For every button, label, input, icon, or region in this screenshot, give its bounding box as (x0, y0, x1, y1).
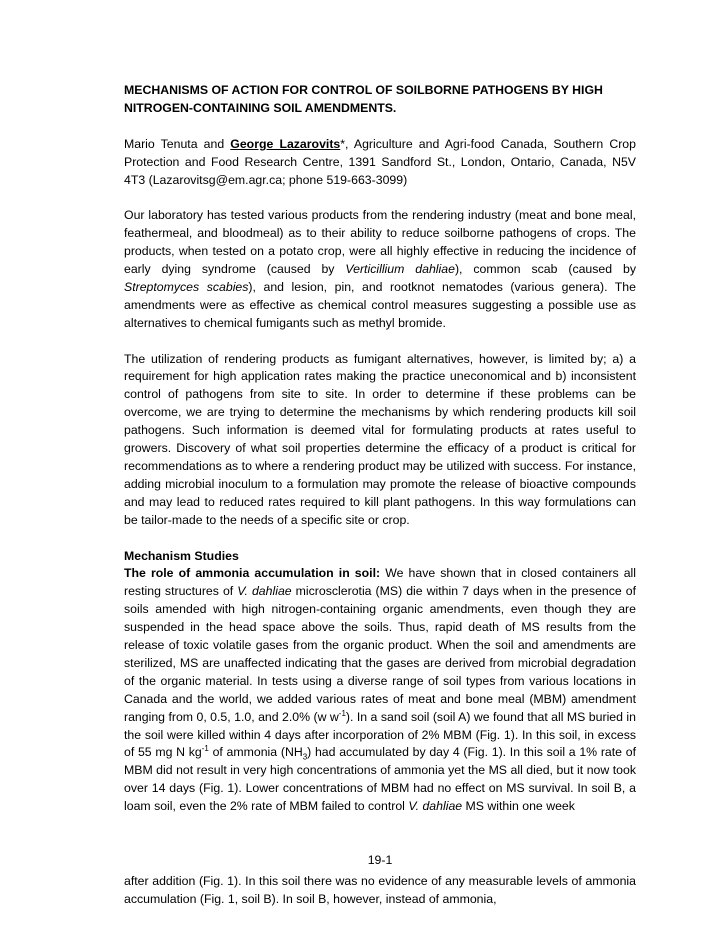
subheading-ammonia: The role of ammonia accumulation in soil: (124, 566, 381, 581)
superscript: -1 (338, 708, 346, 718)
paper-title: MECHANISMS OF ACTION FOR CONTROL OF SOILBORNE PATHOGENS BY HIGH NITROGEN-CONTAINING SOIL AMENDMENTS. (124, 83, 603, 115)
para3-text-5: ) had accumulated by day 4 (Fig. 1). In this soil a 1% rate of MBM did not result in very high concentrations of ammonia yet the MS all died, but it now took over 14 days (Fig. 1). Lower concentrations of MBM had no effect on MS survival. In soil B, a loam soil, even the 2% rate of MBM failed to control (124, 745, 636, 814)
paragraph-utilization: The utilization of rendering products as fumigant alternatives, however, is limited by; a) a requirement for high application rates making the practice uneconomical and b) inconsistent control of pathogens from site to site. In order to determine if these problems can be overcome, we are trying to determine the mechanisms by which rendering products kill soil pathogens. Such information is deemed vital for formulating products at rates useful to growers. Discovery of what soil properties determine the efficacy of a product is critical for recommendations as to where a rendering product may be utilized with success. For instance, adding microbial inoculum to a formulation may promote the release of bioactive compounds and may lead to reduced rates required to kill plant pathogens. In this way formulations can be tailor-made to the needs of a specific site or crop. (124, 351, 636, 527)
para3-text-6: MS within one week (462, 799, 575, 814)
continuation-text: after addition (Fig. 1). In this soil there was no evidence of any measurable levels of ammonia accumulation (Fig. 1, soil B). In soil B, however, instead of ammonia, (124, 873, 636, 906)
document-body (124, 82, 636, 816)
species-v-dahliae: V. dahliae (408, 799, 463, 814)
para3-text-1: We have shown that in closed containers all resting structures of (124, 566, 636, 599)
author-line (124, 136, 636, 190)
author-lazarovits: George Lazarovits (230, 136, 341, 151)
page-footer (124, 852, 636, 909)
species-verticillium: Verticillium dahliae (345, 262, 455, 277)
species-v-dahliae: V. dahliae (237, 584, 292, 599)
para3-text-2: microsclerotia (MS) die within 7 days when in the presence of soils amended with high nitrogen-containing organic amendments, even though they are suspended in the head space above the soils. Thus, rapid death of MS results from the release of toxic volatile gases from the organic product. When the soil and amendments are sterilized, MS are unaffected indicating that the gases are derived from microbial degradation of the organic material. In tests using a diverse range of soil types from various locations in Canada and the world, we added various rates of meat and bone meal (MBM) amendment ranging from 0, 0.5, 1.0, and 2.0% (w w (124, 584, 636, 724)
species-streptomyces: Streptomyces scabies (124, 279, 249, 294)
section-heading: Mechanism Studies (124, 548, 239, 563)
paragraph-intro (124, 207, 636, 332)
para1-text-2: ), common scab (caused by (454, 262, 637, 277)
author-tenuta: Mario Tenuta and (124, 136, 231, 151)
superscript: -1 (201, 744, 209, 754)
para3-text-4: of ammonia (NH (208, 745, 303, 760)
paragraph-ammonia (124, 565, 636, 816)
para1-text-3: ), and lesion, pin, and rootknot nematodes (various genera). The amendments were as effective as chemical control measures suggesting a possible use as alternatives to chemical fumigants such as methyl bromide. (124, 279, 636, 330)
affiliation: *, Agriculture and Agri-food Canada, Southern Crop Protection and Food Research Centre, 1391 Sandford St., London, Ontario, Canada, N5V 4T3 (Lazarovitsg@em.agr.ca; phone 519-663-3099) (124, 136, 636, 187)
para3-text-3: ). In a sand soil (soil A) we found that all MS buried in the soil were killed within 4 days after incorporation of 2% MBM (Fig. 1). In this soil, in excess of 55 mg N kg (124, 709, 636, 760)
para1-text-1: Our laboratory has tested various products from the rendering industry (meat and bone meal, feathermeal, and bloodmeal) as to their ability to reduce soilborne pathogens of crops. The products, when tested on a potato crop, were all highly effective in reducing the incidence of early dying syndrome (caused by (124, 208, 636, 277)
subscript: 3 (302, 752, 308, 762)
page-number: 19-1 (367, 853, 393, 867)
